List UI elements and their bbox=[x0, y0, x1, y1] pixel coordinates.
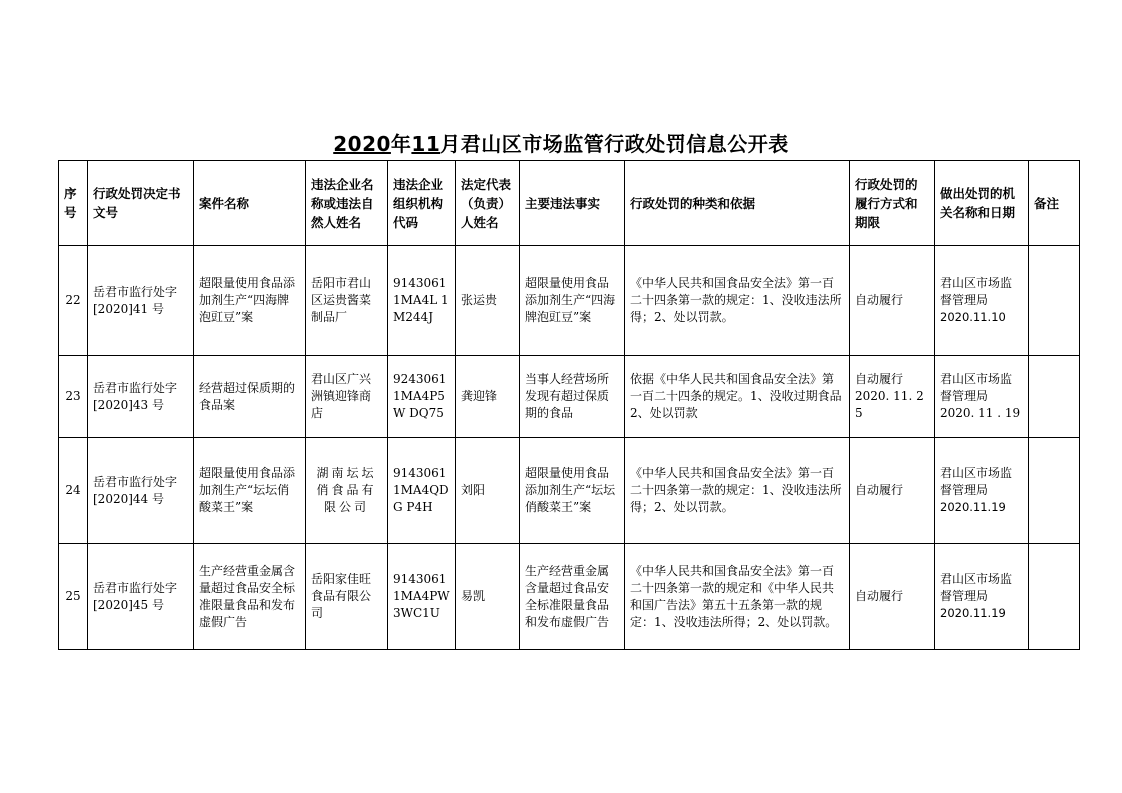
col-header-representative: 法定代表（负责）人姓名 bbox=[456, 161, 520, 246]
execution-date: 2020. 11. 25 bbox=[855, 389, 924, 420]
title-year: 2020 bbox=[333, 132, 391, 156]
cell-execution bbox=[850, 438, 935, 544]
authority-date: 2020.11.19 bbox=[940, 606, 1006, 620]
col-header-penalty: 行政处罚的种类和依据 bbox=[625, 161, 850, 246]
cell-case-name: 经营超过保质期的食品案 bbox=[194, 356, 306, 438]
cell-index: 25 bbox=[59, 544, 88, 650]
col-header-authority: 做出处罚的机关名称和日期 bbox=[935, 161, 1029, 246]
authority-name: 君山区市场监督管理局 bbox=[940, 466, 1013, 497]
execution-method: 自动履行 bbox=[855, 293, 904, 307]
title-month: 11 bbox=[411, 132, 441, 156]
cell-execution bbox=[850, 356, 935, 438]
cell-company: 君山区广兴洲镇迎锋商店 bbox=[306, 356, 388, 438]
execution-method: 自动履行 bbox=[855, 372, 904, 386]
cell-authority bbox=[935, 544, 1029, 650]
cell-note bbox=[1029, 246, 1080, 356]
col-header-org-code: 违法企业组织机构代码 bbox=[388, 161, 456, 246]
col-header-execution: 行政处罚的履行方式和期限 bbox=[850, 161, 935, 246]
cell-penalty: 《中华人民共和国食品安全法》第一百二十四条第一款的规定和《中华人民共和国广告法》第五十五条第一款的规定：1、没收违法所得；2、处以罚款。 bbox=[625, 544, 850, 650]
cell-index: 24 bbox=[59, 438, 88, 544]
cell-index: 22 bbox=[59, 246, 88, 356]
cell-org-code: 9243061 1MA4P5W DQ75 bbox=[388, 356, 456, 438]
page-title bbox=[0, 128, 1122, 157]
cell-decision-no: 岳君市监行处字[2020]44 号 bbox=[88, 438, 194, 544]
table-row bbox=[59, 438, 1080, 544]
table-row bbox=[59, 246, 1080, 356]
col-header-index: 序号 bbox=[59, 161, 88, 246]
cell-execution bbox=[850, 544, 935, 650]
cell-company: 湖南坛坛俏食品有限公司 bbox=[306, 438, 388, 544]
cell-penalty: 《中华人民共和国食品安全法》第一百二十四条第一款的规定：1、没收违法所得；2、处以罚款。 bbox=[625, 246, 850, 356]
cell-decision-no: 岳君市监行处字[2020]43 号 bbox=[88, 356, 194, 438]
col-header-decision-no: 行政处罚决定书文号 bbox=[88, 161, 194, 246]
cell-authority bbox=[935, 438, 1029, 544]
cell-authority bbox=[935, 356, 1029, 438]
authority-date: 2020.11.19 bbox=[940, 500, 1006, 514]
cell-penalty: 《中华人民共和国食品安全法》第一百二十四条第一款的规定：1、没收违法所得；2、处以罚款。 bbox=[625, 438, 850, 544]
execution-method: 自动履行 bbox=[855, 589, 904, 603]
penalty-table bbox=[58, 160, 1080, 650]
authority-name: 君山区市场监督管理局 bbox=[940, 372, 1013, 403]
cell-representative: 刘阳 bbox=[456, 438, 520, 544]
cell-company: 岳阳家佳旺食品有限公司 bbox=[306, 544, 388, 650]
cell-authority bbox=[935, 246, 1029, 356]
authority-name: 君山区市场监督管理局 bbox=[940, 276, 1013, 307]
cell-case-name: 超限量使用食品添加剂生产“四海牌泡豇豆”案 bbox=[194, 246, 306, 356]
cell-facts: 生产经营重金属含量超过食品安全标准限量食品和发布虚假广告 bbox=[520, 544, 625, 650]
cell-note bbox=[1029, 356, 1080, 438]
col-header-company: 违法企业名称或违法自然人姓名 bbox=[306, 161, 388, 246]
col-header-facts: 主要违法事实 bbox=[520, 161, 625, 246]
cell-index: 23 bbox=[59, 356, 88, 438]
cell-org-code: 9143061 1MA4L 1M244J bbox=[388, 246, 456, 356]
cell-representative: 张运贵 bbox=[456, 246, 520, 356]
cell-decision-no: 岳君市监行处字[2020]41 号 bbox=[88, 246, 194, 356]
cell-penalty: 依据《中华人民共和国食品安全法》第一百二十四条的规定。1、没收过期食品 2、处以罚款 bbox=[625, 356, 850, 438]
authority-date: 2020.11.10 bbox=[940, 310, 1006, 324]
col-header-note: 备注 bbox=[1029, 161, 1080, 246]
authority-date: 2020. 11 . 19 bbox=[940, 406, 1021, 420]
cell-facts: 当事人经营场所发现有超过保质期的食品 bbox=[520, 356, 625, 438]
cell-facts: 超限量使用食品添加剂生产“四海牌泡豇豆”案 bbox=[520, 246, 625, 356]
col-header-case-name: 案件名称 bbox=[194, 161, 306, 246]
cell-decision-no: 岳君市监行处字[2020]45 号 bbox=[88, 544, 194, 650]
cell-company: 岳阳市君山区运贵酱菜制品厂 bbox=[306, 246, 388, 356]
cell-org-code: 9143061 1MA4PW 3WC1U bbox=[388, 544, 456, 650]
cell-case-name: 生产经营重金属含量超过食品安全标准限量食品和发布虚假广告 bbox=[194, 544, 306, 650]
table-row bbox=[59, 356, 1080, 438]
header-row bbox=[59, 161, 1080, 246]
cell-facts: 超限量使用食品添加剂生产“坛坛俏酸菜王”案 bbox=[520, 438, 625, 544]
authority-name: 君山区市场监督管理局 bbox=[940, 572, 1013, 603]
title-year-suffix: 年 bbox=[390, 132, 412, 156]
cell-case-name: 超限量使用食品添加剂生产“坛坛俏酸菜王”案 bbox=[194, 438, 306, 544]
cell-representative: 易凯 bbox=[456, 544, 520, 650]
title-rest: 月君山区市场监管行政处罚信息公开表 bbox=[440, 132, 789, 156]
cell-note bbox=[1029, 544, 1080, 650]
cell-org-code: 9143061 1MA4QDG P4H bbox=[388, 438, 456, 544]
cell-note bbox=[1029, 438, 1080, 544]
execution-method: 自动履行 bbox=[855, 483, 904, 497]
cell-execution bbox=[850, 246, 935, 356]
cell-representative: 龚迎锋 bbox=[456, 356, 520, 438]
table-row bbox=[59, 544, 1080, 650]
